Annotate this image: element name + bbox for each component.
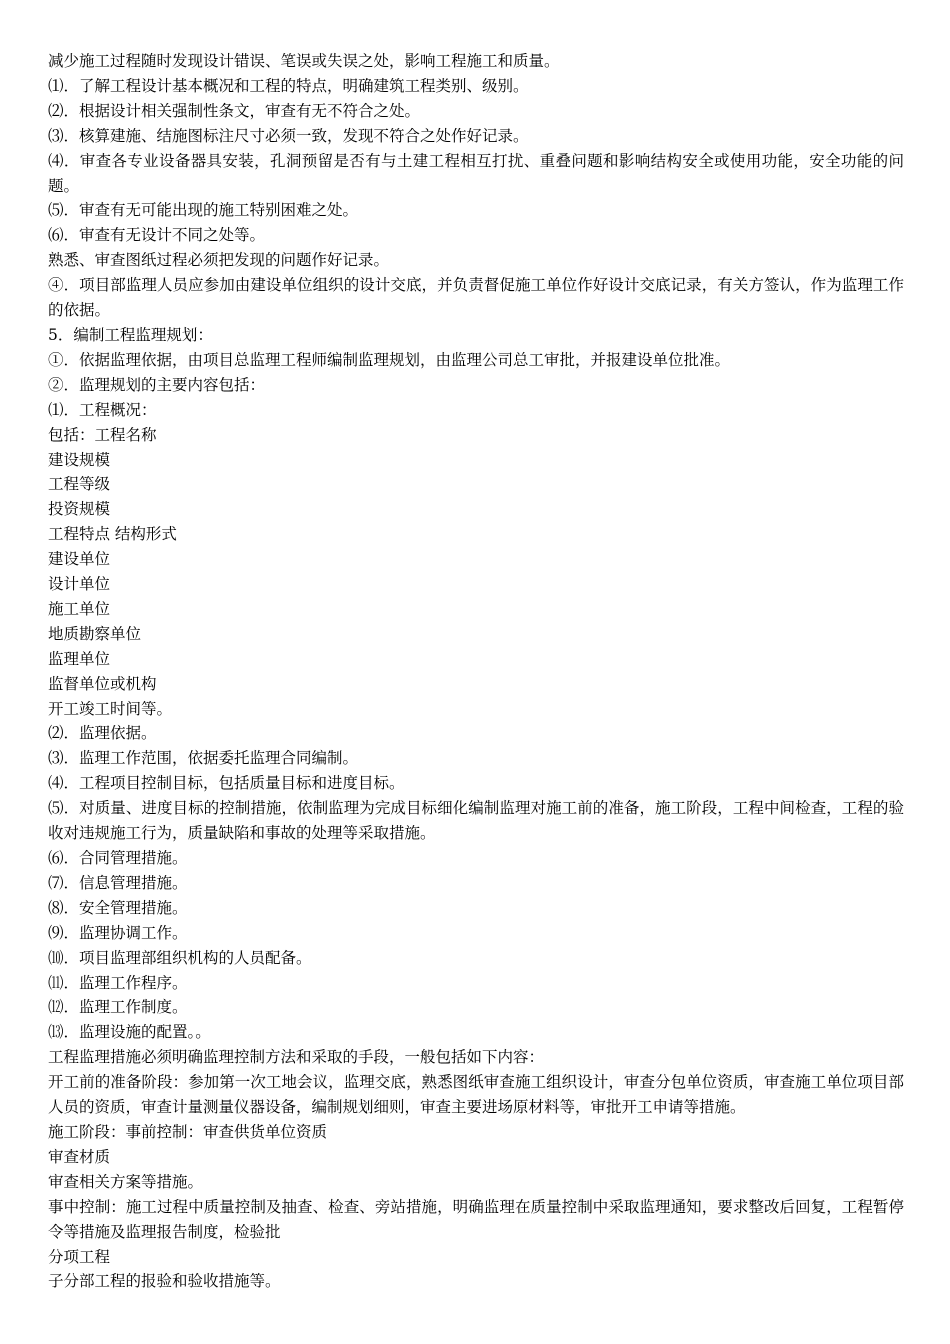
text-line: 审查相关方案等措施。: [48, 1172, 204, 1191]
list-item: ⑴．工程概况：: [48, 400, 157, 419]
list-item: ⑾．监理工作程序。: [48, 973, 188, 992]
list-item: ①．依据监理依据，由项目总监理工程师编制监理规划，由监理公司总工审批，并报建设单位批准。: [48, 350, 731, 369]
section-heading: 5．编制工程监理规划：: [48, 325, 213, 344]
list-item: ⒀．监理设施的配置。。: [48, 1023, 211, 1042]
list-item: ⑶．监理工作范围，依据委托监理合同编制。: [48, 749, 359, 768]
list-item: ⑷．审查各专业设备器具安装，孔洞预留是否有与土建工程相互打扰、重叠问题和影响结构安全或使用功能，安全功能的问题。: [48, 151, 904, 195]
list-item: ⑻．安全管理措施。: [48, 898, 188, 917]
text-line: 开工竣工时间等。: [48, 699, 173, 718]
text-line: 熟悉、审查图纸过程必须把发现的问题作好记录。: [48, 251, 390, 270]
text-line: 监理单位: [48, 649, 111, 668]
list-item: ④．项目部监理人员应参加由建设单位组织的设计交底，并负责督促施工单位作好设计交底记录，有关方签认，作为监理工作的依据。: [48, 276, 904, 320]
text-line: 减少施工过程随时发现设计错误、笔误或失误之处，影响工程施工和质量。: [48, 52, 560, 70]
text-line: 地质勘察单位: [48, 624, 142, 643]
list-item: ⑿．监理工作制度。: [48, 998, 188, 1017]
list-item: ⑵．根据设计相关强制性条文，审查有无不符合之处。: [48, 101, 421, 120]
text-line: 事中控制：施工过程中质量控制及抽查、检查、旁站措施，明确监理在质量控制中采取监理通知，要求整改后回复，工程暂停令等措施及监理报告制度，检验批: [48, 1197, 904, 1241]
text-line: 投资规模: [48, 500, 111, 519]
text-line: 分项工程: [48, 1247, 111, 1266]
text-line: 子分部工程的报验和验收措施等。: [48, 1272, 281, 1291]
list-item: ⑷．工程项目控制目标，包括质量目标和进度目标。: [48, 774, 405, 793]
list-item: ②．监理规划的主要内容包括：: [48, 375, 266, 394]
list-item: ⑼．监理协调工作。: [48, 923, 188, 942]
text-line: 审查材质: [48, 1147, 111, 1166]
list-item: ⑸．对质量、进度目标的控制措施，依制监理为完成目标细化编制监理对施工前的准备，施工阶段，工程中间检查，工程的验收对违规施工行为，质量缺陷和事故的处理等采取措施。: [48, 799, 904, 843]
text-line: 监督单位或机构: [48, 674, 157, 693]
text-line: 工程等级: [48, 475, 111, 494]
text-line: 设计单位: [48, 575, 111, 594]
text-line: 包括：工程名称: [48, 425, 157, 444]
list-item: ⑹．审查有无设计不同之处等。: [48, 226, 266, 245]
list-item: ⑽．项目监理部组织机构的人员配备。: [48, 948, 312, 967]
list-item: ⑸．审查有无可能出现的施工特别困难之处。: [48, 201, 359, 220]
list-item: ⑵．监理依据。: [48, 724, 157, 743]
list-item: ⑹．合同管理措施。: [48, 849, 188, 867]
list-item: ⑶．核算建施、结施图标注尺寸必须一致，发现不符合之处作好记录。: [48, 126, 529, 145]
text-line: 施工单位: [48, 599, 111, 618]
list-item: ⑴．了解工程设计基本概况和工程的特点，明确建筑工程类别、级别。: [48, 76, 529, 95]
text-line: 工程监理措施必须明确监理控制方法和采取的手段，一般包括如下内容：: [48, 1048, 545, 1067]
text-line: 建设规模: [48, 450, 111, 469]
text-line: 开工前的准备阶段：参加第一次工地会议，监理交底，熟悉图纸审查施工组织设计，审查分包单位资质，审查施工单位项目部人员的资质，审查计量测量仪器设备，编制规划细则，审查主要进场原材料等，审批开工申请等措施。: [48, 1073, 904, 1117]
text-line: 施工阶段：事前控制：审查供货单位资质: [48, 1122, 328, 1141]
list-item: ⑺．信息管理措施。: [48, 873, 188, 892]
document-body: [48, 49, 904, 1294]
text-line: 建设单位: [48, 550, 111, 569]
text-line: 工程特点 结构形式: [48, 525, 177, 544]
